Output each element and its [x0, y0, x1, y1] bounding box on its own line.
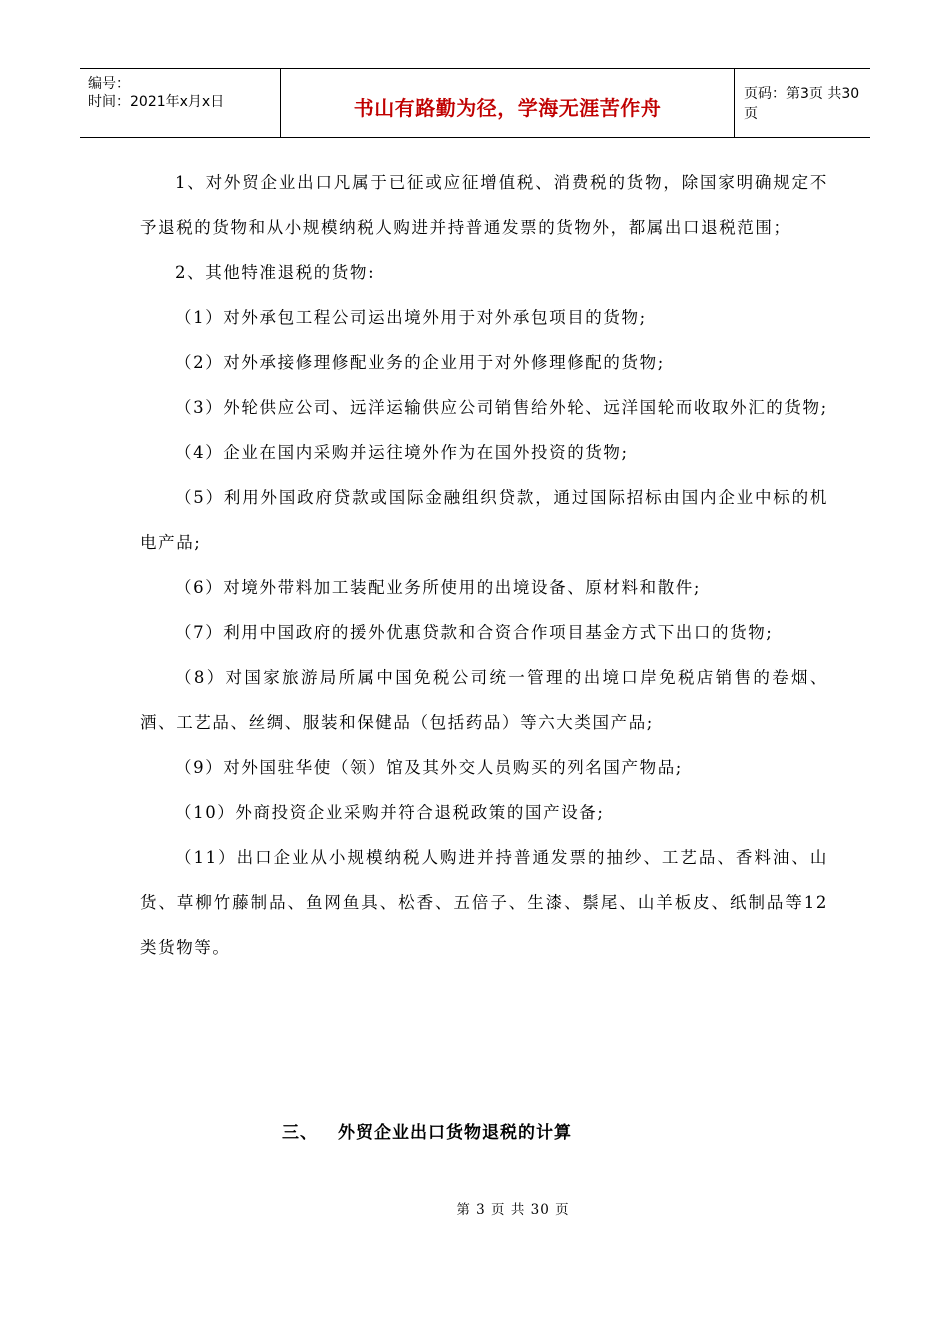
section-heading	[282, 1118, 572, 1143]
paragraph: （10）外商投资企业采购并符合退税政策的国产设备;	[175, 803, 605, 822]
paragraph: （11）出口企业从小规模纳税人购进并持普通发票的抽纱、工艺品、香料油、山货、草柳竹藤制品、鱼网鱼具、松香、五倍子、生漆、鬃尾、山羊板皮、纸制品等12类货物等。	[140, 848, 828, 957]
paragraph: （5）利用外国政府贷款或国际金融组织贷款，通过国际招标由国内企业中标的机电产品;	[140, 488, 828, 552]
page-header	[80, 68, 870, 138]
paragraph: （7）利用中国政府的援外优惠贷款和合资合作项目基金方式下出口的货物;	[175, 623, 774, 642]
paragraph: 1、对外贸企业出口凡属于已征或应征增值税、消费税的货物，除国家明确规定不予退税的货物和从小规模纳税人购进并持普通发票的货物外，都属出口退税范围；	[140, 173, 828, 237]
section-title: 外贸企业出口货物退税的计算	[338, 1123, 572, 1143]
section-number: 三、	[282, 1123, 318, 1143]
header-meta-cell	[80, 69, 280, 137]
paragraph: （2）对外承接修理修配业务的企业用于对外修理修配的货物;	[175, 353, 665, 372]
paragraph: （6）对境外带料加工装配业务所使用的出境设备、原材料和散件;	[175, 578, 702, 597]
number-label: 编号：	[88, 76, 130, 92]
paragraph: （4）企业在国内采购并运往境外作为在国外投资的货物;	[175, 443, 629, 462]
paragraph: （1）对外承包工程公司运出境外用于对外承包项目的货物;	[175, 308, 647, 327]
page-footer: 第 3 页 共 30 页	[456, 1202, 570, 1218]
paragraph: 2、其他特准退税的货物:	[175, 263, 376, 282]
document-body	[140, 160, 828, 970]
motto-text: 书山有路勤为径，学海无涯苦作舟	[353, 95, 662, 120]
header-page-info: 页码：第3页 共30页	[744, 86, 860, 122]
header-motto-cell	[280, 69, 735, 137]
header-page-cell	[734, 69, 870, 137]
paragraph: （9）对外国驻华使（领）馆及其外交人员购买的列名国产物品;	[175, 758, 683, 777]
paragraph: （8）对国家旅游局所属中国免税公司统一管理的出境口岸免税店销售的卷烟、酒、工艺品、丝绸、服装和保健品（包括药品）等六大类国产品;	[140, 668, 828, 732]
time-label: 时间：2021年x月x日	[88, 94, 225, 110]
paragraph: （3）外轮供应公司、远洋运输供应公司销售给外轮、远洋国轮而收取外汇的货物;	[175, 398, 828, 417]
